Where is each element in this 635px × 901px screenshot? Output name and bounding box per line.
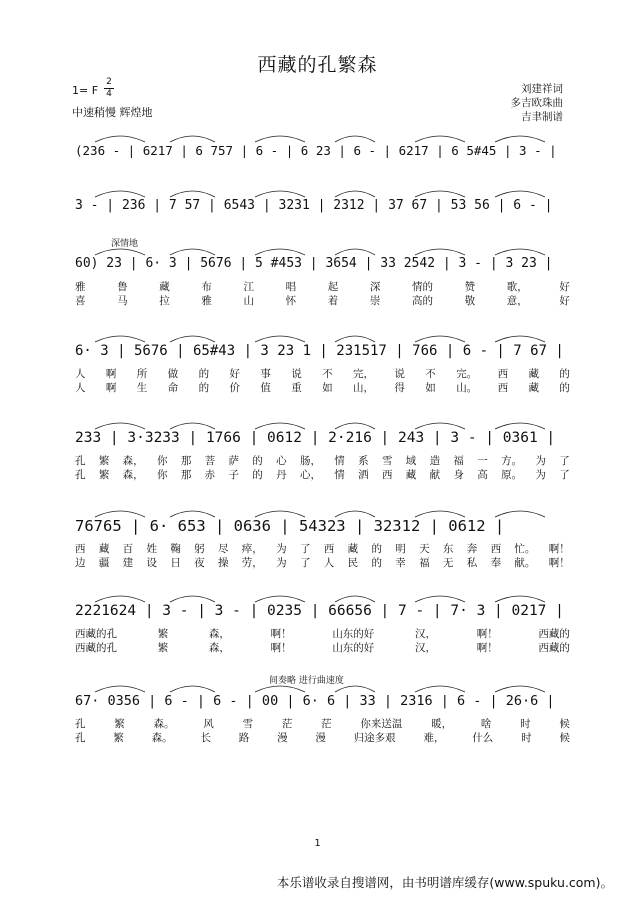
lyric-syllable: 命 [167,382,179,394]
lyric-syllable: 西藏的孔 [75,628,117,640]
lyric-line-1 [75,368,570,381]
lyric-syllable: 肠， [299,455,321,467]
lyric-syllable: 疆 [98,557,110,569]
song-title: 西藏的孔繁森 [257,54,378,76]
lyric-syllable: 夜 [194,557,205,569]
lyric-line-1 [75,543,570,556]
arranger: 吉聿制谱 [521,111,563,123]
lyric-syllable: 事 [260,368,271,380]
note-line: 60) 23 | 6· 3 | 5676 | 5 #453 | 3654 | 33 2542 | 3 - | 3 23 | [75,256,553,271]
lyric-syllable: 歌， [506,281,528,293]
lyric-syllable: 风 [203,718,214,730]
lyric-syllable: 人 [323,557,335,569]
note-line: (236 - | 6217 | 6 757 | 6 - | 6 23 | 6 - | 6217 | 6 5#45 | 3 - | [75,143,557,158]
lyric-syllable: 候 [559,732,570,744]
lyric-syllable: 江 [243,281,254,293]
lyric-syllable: 私 [466,557,478,569]
lyric-syllable: 说 [291,368,302,380]
lyric-syllable: 繁 [157,642,169,654]
lyric-syllable: 雪 [242,718,254,730]
lyric-syllable: 献 [429,469,441,481]
lyricist: 刘建祥词 [521,83,563,95]
lyric-syllable: 马 [117,295,128,307]
note-line: 233 | 3·3233 | 1766 | 0612 | 2·216 | 243 | 3 - | 0361 | [75,430,556,446]
lyric-syllable: 瘁， [241,543,263,555]
lyric-syllable: 赤 [204,469,216,481]
lyric-syllable: 的 [252,455,263,467]
note-line: 76765 | 6· 653 | 0636 | 54323 | 32312 | 0612 | [75,517,505,535]
lyric-syllable: 完， [353,368,375,380]
lyric-syllable: 说 [394,368,405,380]
lyric-line-2 [75,642,570,655]
lyric-syllable: 山东的好 [332,642,375,654]
lyric-syllable: 你来送温 [360,718,403,730]
note-line: 3 - | 236 | 7 57 | 6543 | 3231 | 2312 | 37 67 | 53 56 | 6 - | [75,198,553,213]
lyric-syllable: 奉 [490,557,502,569]
credits [511,82,564,124]
lyric-syllable: 的 [559,368,570,380]
lyric-syllable: 了 [559,455,570,467]
lyric-syllable: 唱 [285,281,297,293]
lyric-syllable: 藏 [98,543,110,555]
lyric-syllable: 藏 [528,382,539,394]
lyric-syllable: 山， [353,382,375,394]
lyric-syllable: 做 [167,368,179,380]
lyric-syllable: 啊！ [270,642,292,654]
lyric-syllable: 藏 [159,281,170,293]
lyric-syllable: 躬 [194,543,205,555]
lyric-syllable: 时 [521,732,532,744]
lyric-syllable: 你 [156,455,168,467]
lyric-syllable: 福 [419,557,430,569]
lyric-syllable: 孔 [75,732,86,744]
lyric-syllable: 所 [136,368,148,380]
note-line: 67· 0356 | 6 - | 6 - | 00 | 6· 6 | 33 | 2316 | 6 - | 26·6 | [75,693,555,709]
lyric-syllable: 完。 [456,368,478,380]
lyric-syllable: 雪 [381,455,393,467]
lyric-syllable: 孔 [75,469,86,481]
lyric-syllable: 你 [156,469,168,481]
lyric-syllable: 情 [334,455,345,467]
lyric-syllable: 汉， [415,642,437,654]
lyric-syllable: 森， [122,469,144,481]
lyric-syllable: 长 [200,732,211,744]
lyric-syllable: 情 [334,469,345,481]
lyric-line-2 [75,732,570,745]
lyric-syllable: 身 [453,469,464,481]
lyric-syllable: 的 [559,382,570,394]
lyric-syllable: 藏 [528,368,539,380]
note-line: 2221624 | 3 - | 3 - | 0235 | 66656 | 7 - | 7· 3 | 0217 | [75,603,564,619]
lyric-syllable: 如 [425,382,436,394]
lyric-syllable: 雅 [75,281,86,293]
lyric-syllable: 着 [327,295,339,307]
lyric-syllable: 归途多艰 [353,732,396,744]
lyric-syllable: 方。 [501,455,523,467]
lyric-syllable: 喜 [75,295,86,307]
lyric-syllable: 的 [198,368,210,380]
lyric-syllable: 繁 [98,469,110,481]
lyric-syllable: 情的 [412,281,433,293]
lyric-syllable: 孔 [75,718,86,730]
lyric-syllable: 难， [423,732,445,744]
lyric-syllable: 丹 [276,469,287,481]
lyric-syllable: 高 [477,469,488,481]
lyric-syllable: 候 [559,718,570,730]
lyric-syllable: 不 [425,368,436,380]
lyric-syllable: 不 [322,368,333,380]
lyric-syllable: 系 [358,455,369,467]
lyric-syllable: 西 [490,543,502,555]
lyric-syllable: 啊！ [548,543,570,555]
lyric-syllable: 森， [208,628,230,640]
lyric-syllable: 啊！ [476,642,498,654]
key-signature: 1= F [72,84,99,97]
lyric-syllable: 啊！ [476,628,498,640]
lyric-syllable: 西 [323,543,335,555]
lyric-syllable: 为 [276,543,287,555]
note-line: 6· 3 | 5676 | 65#43 | 3 23 1 | 231517 | 766 | 6 - | 7 67 | [75,343,564,359]
lyric-syllable: 子 [228,469,239,481]
lyric-syllable: 那 [180,469,192,481]
meter-top: 2 [106,77,112,87]
lyric-syllable: 啥 [480,718,492,730]
lyric-line-2 [75,469,570,482]
lyric-syllable: 藏 [347,543,359,555]
lyric-syllable: 山 [243,295,254,307]
lyric-syllable: 无 [442,557,454,569]
tempo-marking: 中速稍慢 辉煌地 [72,106,153,119]
lyric-syllable: 边 [75,557,86,569]
expression-mark: 间奏略 进行曲速度 [269,676,344,686]
lyric-syllable: 明 [395,543,406,555]
time-signature [104,78,114,99]
lyric-syllable: 繁 [98,455,110,467]
lyric-line-1 [75,718,570,731]
lyric-syllable: 漫 [315,732,326,744]
lyric-syllable: 啊 [105,382,117,394]
lyric-syllable: 好 [229,368,240,380]
lyric-syllable: 汉， [415,628,437,640]
lyric-syllable: 茫 [281,718,293,730]
lyric-syllable: 忙。 [514,543,536,555]
lyric-syllable: 生 [136,382,148,394]
lyric-line-2 [75,295,570,308]
lyric-syllable: 拉 [159,295,170,307]
lyric-syllable: 西藏的 [538,628,570,640]
lyric-syllable: 西藏的 [538,642,570,654]
lyric-syllable: 心， [299,469,321,481]
lyric-syllable: 藏 [405,469,417,481]
lyric-syllable: 暖， [431,718,453,730]
lyric-syllable: 姓 [146,543,157,555]
lyric-syllable: 奔 [466,543,478,555]
lyric-syllable: 意， [506,295,528,307]
lyric-syllable: 繁 [113,732,124,744]
lyric-syllable: 森。 [153,718,175,730]
lyric-syllable: 西 [75,543,86,555]
lyric-syllable: 深 [369,281,381,293]
lyric-syllable: 崇 [369,295,381,307]
lyric-syllable: 人 [75,368,86,380]
lyric-syllable: 高的 [412,295,433,307]
lyric-syllable: 重 [291,382,302,394]
lyric-syllable: 献。 [514,557,536,569]
lyric-syllable: 东 [442,543,454,555]
lyric-syllable: 孔 [75,455,86,467]
lyric-syllable: 操 [217,557,229,569]
lyric-syllable: 山。 [456,382,478,394]
lyric-syllable: 萨 [228,455,239,467]
lyric-syllable: 幸 [395,557,406,569]
lyric-syllable: 漫 [277,732,288,744]
lyric-syllable: 劳， [241,557,263,569]
lyric-syllable: 的 [198,382,210,394]
composer: 多吉欧珠曲 [510,97,563,109]
lyric-syllable: 一 [477,455,488,467]
lyric-line-1 [75,628,570,641]
lyric-syllable: 怀 [285,295,297,307]
expression-mark: 深情地 [111,239,139,249]
lyric-syllable: 日 [170,557,181,569]
lyric-syllable: 好 [559,281,570,293]
lyric-syllable: 赞 [464,281,476,293]
lyric-syllable: 得 [394,382,405,394]
lyric-syllable: 的 [371,557,382,569]
lyric-syllable: 民 [347,557,359,569]
lyric-syllable: 山东的好 [332,628,375,640]
lyric-syllable: 路 [238,732,250,744]
lyric-syllable: 了 [299,557,311,569]
lyric-syllable: 森， [208,642,230,654]
lyric-syllable: 如 [322,382,333,394]
lyric-syllable: 为 [535,455,546,467]
lyric-syllable: 的 [252,469,263,481]
lyric-syllable: 尽 [217,543,229,555]
lyric-syllable: 那 [180,455,192,467]
lyric-syllable: 好 [559,295,570,307]
lyric-syllable: 繁 [157,628,169,640]
lyric-syllable: 啊 [105,368,117,380]
lyric-syllable: 天 [419,543,430,555]
lyric-syllable: 西 [497,382,509,394]
lyric-syllable: 域 [405,455,417,467]
lyric-syllable: 了 [299,543,311,555]
lyric-syllable: 为 [535,469,546,481]
lyric-line-2 [75,557,570,570]
meter-bottom: 4 [106,89,112,99]
lyric-syllable: 百 [122,543,134,555]
lyric-syllable: 起 [327,281,339,293]
lyric-syllable: 布 [201,281,212,293]
lyric-syllable: 西 [497,368,509,380]
lyric-syllable: 造 [429,455,441,467]
source-footer: 本乐谱收录自搜谱网，由书明谱库缓存(www.spuku.com)。 [276,875,613,890]
lyric-syllable: 了 [559,469,570,481]
lyric-line-1 [75,281,570,294]
lyric-syllable: 什么 [472,732,494,744]
lyric-syllable: 敬 [464,295,476,307]
lyric-syllable: 鲁 [117,281,128,293]
lyric-syllable: 西藏的孔 [75,642,117,654]
lyric-syllable: 森。 [151,732,173,744]
lyric-syllable: 人 [75,382,86,394]
lyric-syllable: 森， [122,455,144,467]
lyric-syllable: 鞠 [170,543,181,555]
lyric-syllable: 茫 [321,718,332,730]
lyric-syllable: 建 [122,557,134,569]
lyric-syllable: 设 [146,557,157,569]
lyric-syllable: 洒 [358,469,369,481]
lyric-syllable: 心 [276,455,287,467]
lyric-syllable: 菩 [204,455,216,467]
lyric-syllable: 价 [229,382,240,394]
lyric-syllable: 福 [453,455,464,467]
lyric-syllable: 雅 [201,295,212,307]
lyric-syllable: 啊！ [270,628,292,640]
lyric-line-1 [75,455,570,468]
lyric-line-2 [75,382,570,395]
lyric-syllable: 繁 [114,718,125,730]
lyric-syllable: 值 [260,382,271,394]
lyric-syllable: 为 [276,557,287,569]
lyric-syllable: 的 [371,543,382,555]
page-number: 1 [314,838,321,849]
lyric-syllable: 啊！ [548,557,570,569]
lyric-syllable: 西 [381,469,393,481]
lyric-syllable: 时 [520,718,531,730]
lyric-syllable: 原。 [501,469,523,481]
